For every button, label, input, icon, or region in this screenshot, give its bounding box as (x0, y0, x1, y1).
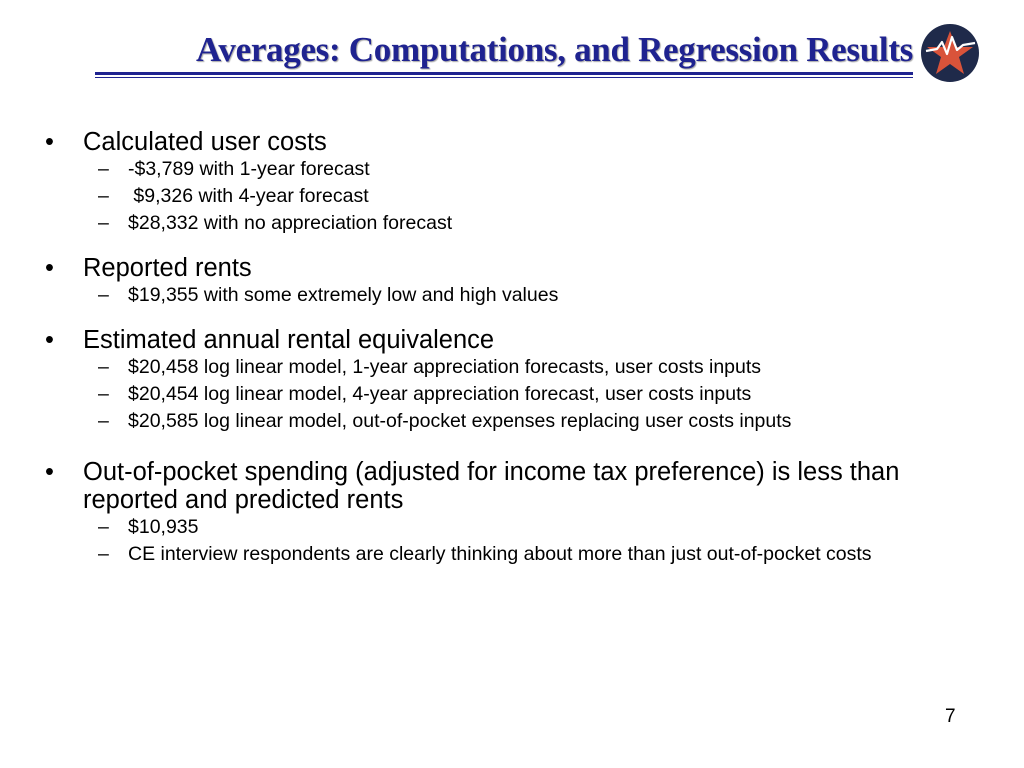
bullet-marker: • (45, 254, 54, 282)
sub-marker: – (98, 212, 109, 234)
sub-item (40, 185, 950, 207)
bullet-list (40, 128, 950, 585)
bullet-marker: • (45, 128, 54, 156)
bullet-text: Estimated annual rental equivalence (83, 326, 495, 354)
bullet-text: Out-of-pocket spending (adjusted for income tax preference) is less than reported and predicted rents (83, 458, 900, 514)
sub-item (40, 410, 950, 432)
slide-title: Averages: Computations, and Regression Results (196, 30, 913, 69)
page-number: 7 (945, 706, 956, 727)
sub-item (40, 158, 950, 180)
sub-item (40, 212, 950, 234)
sub-marker: – (98, 383, 109, 405)
bullet-item (40, 128, 950, 156)
sub-item (40, 383, 950, 405)
sub-marker: – (98, 185, 109, 207)
title-underline-thick (95, 72, 913, 75)
sub-text: $20,454 log linear model, 4-year appreciation forecast, user costs inputs (128, 383, 752, 405)
sub-text: $20,458 log linear model, 1-year appreciation forecasts, user costs inputs (128, 356, 762, 378)
sub-text: $20,585 log linear model, out-of-pocket expenses replacing user costs inputs (128, 410, 792, 432)
sub-text: $10,935 (128, 516, 199, 538)
sub-marker: – (98, 284, 109, 306)
star-logo-icon (920, 23, 980, 83)
bullet-text: Calculated user costs (83, 128, 327, 156)
bullet-item (40, 458, 950, 514)
sub-marker: – (98, 410, 109, 432)
bullet-item (40, 254, 950, 282)
sub-text: $9,326 with 4-year forecast (128, 185, 369, 207)
sub-item (40, 516, 950, 538)
sub-item (40, 356, 950, 378)
sub-marker: – (98, 516, 109, 538)
sub-text: -$3,789 with 1-year forecast (128, 158, 370, 180)
bullet-text: Reported rents (83, 254, 252, 282)
sub-list (40, 158, 950, 234)
sub-list (40, 516, 950, 565)
sub-list (40, 356, 950, 432)
bullet-group-3 (40, 326, 950, 432)
bullet-item (40, 326, 950, 354)
sub-item (40, 543, 950, 565)
bullet-group-4 (40, 458, 950, 565)
sub-list (40, 284, 950, 306)
sub-text: $28,332 with no appreciation forecast (128, 212, 453, 234)
bullet-marker: • (45, 458, 54, 486)
sub-text: CE interview respondents are clearly thinking about more than just out-of-pocket costs (128, 543, 872, 565)
bullet-marker: • (45, 326, 54, 354)
bullet-group-1 (40, 128, 950, 234)
sub-marker: – (98, 543, 109, 565)
sub-text: $19,355 with some extremely low and high values (128, 284, 559, 306)
sub-marker: – (98, 158, 109, 180)
sub-item (40, 284, 950, 306)
title-underline-thin (95, 77, 913, 78)
bullet-group-2 (40, 254, 950, 306)
sub-marker: – (98, 356, 109, 378)
